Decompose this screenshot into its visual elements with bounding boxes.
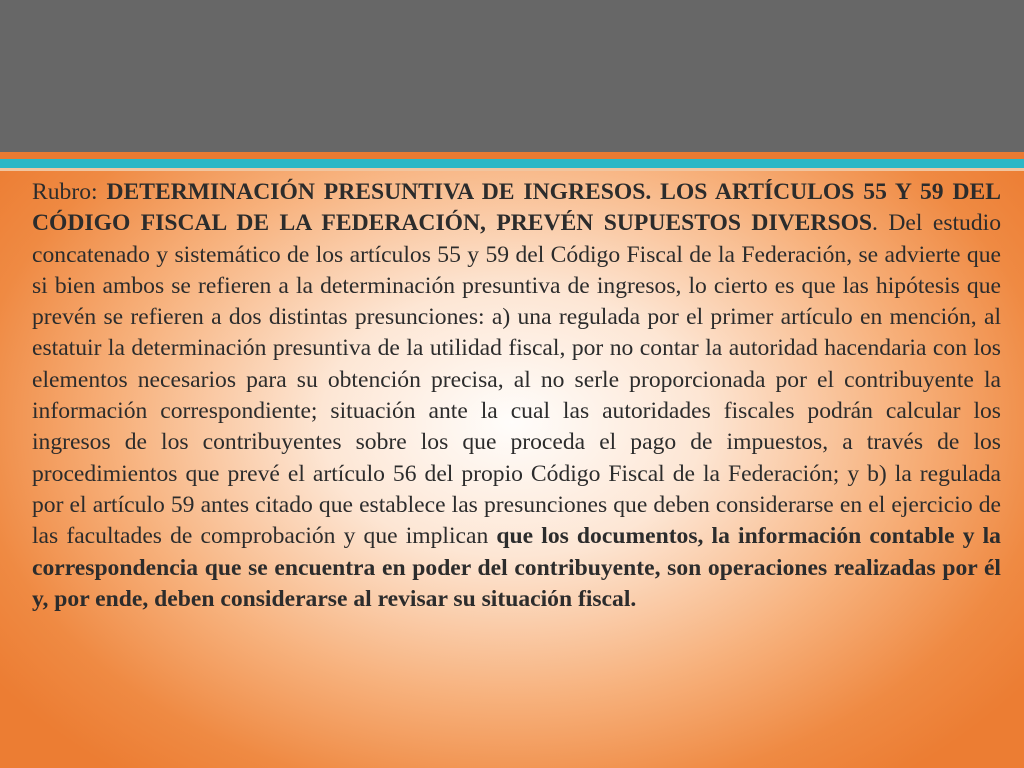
header-band: [0, 0, 1024, 152]
orange-stripe: [0, 152, 1024, 159]
thesis-heading: DETERMINACIÓN PRESUNTIVA DE INGRESOS. LOS ARTÍCULOS 55 Y 59 DEL CÓDIGO FISCAL DE LA FEDERACIÓN, PREVÉN SUPUESTOS DIVERSOS: [32, 179, 1001, 237]
thesis-conclusion: que los documentos, la información contable y la correspondencia que se encuentra en poder del contribuyente, son operaciones realizadas por él y, por ende, deben considerarse al revisar su situación fiscal.: [32, 523, 1001, 612]
heading-period: .: [872, 210, 878, 237]
thesis-paragraph: [32, 177, 1001, 615]
teal-stripe: [0, 159, 1024, 168]
thesis-body: Del estudio concatenado y sistemático de los artículos 55 y 59 del Código Fiscal de la Federación, se advierte que si bien ambos se refieren a la determinación presuntiva de ingresos, lo cierto es que las hipótesis que prevén se refieren a dos distintas presunciones: a) una regulada por el primer artículo en mención, al estatuir la determinación presuntiva de la utilidad fiscal, por no contar la autoridad hacendaria con los elementos necesarios para su obtención precisa, al no serle proporcionada por el contribuyente la información correspondiente; situación ante la cual las autoridades fiscales podrán calcular los ingresos de los contribuyentes sobre los que proceda el pago de impuestos, a través de los procedimientos que prevé el artículo 56 del propio Código Fiscal de la Federación; y b) la regulada por el artículo 59 antes citado que establece las presunciones que deben considerarse en el ejercicio de las facultades de comprobación y que implican: [32, 210, 1002, 550]
rubro-label: Rubro:: [32, 179, 98, 205]
light-stripe: [0, 168, 1024, 171]
